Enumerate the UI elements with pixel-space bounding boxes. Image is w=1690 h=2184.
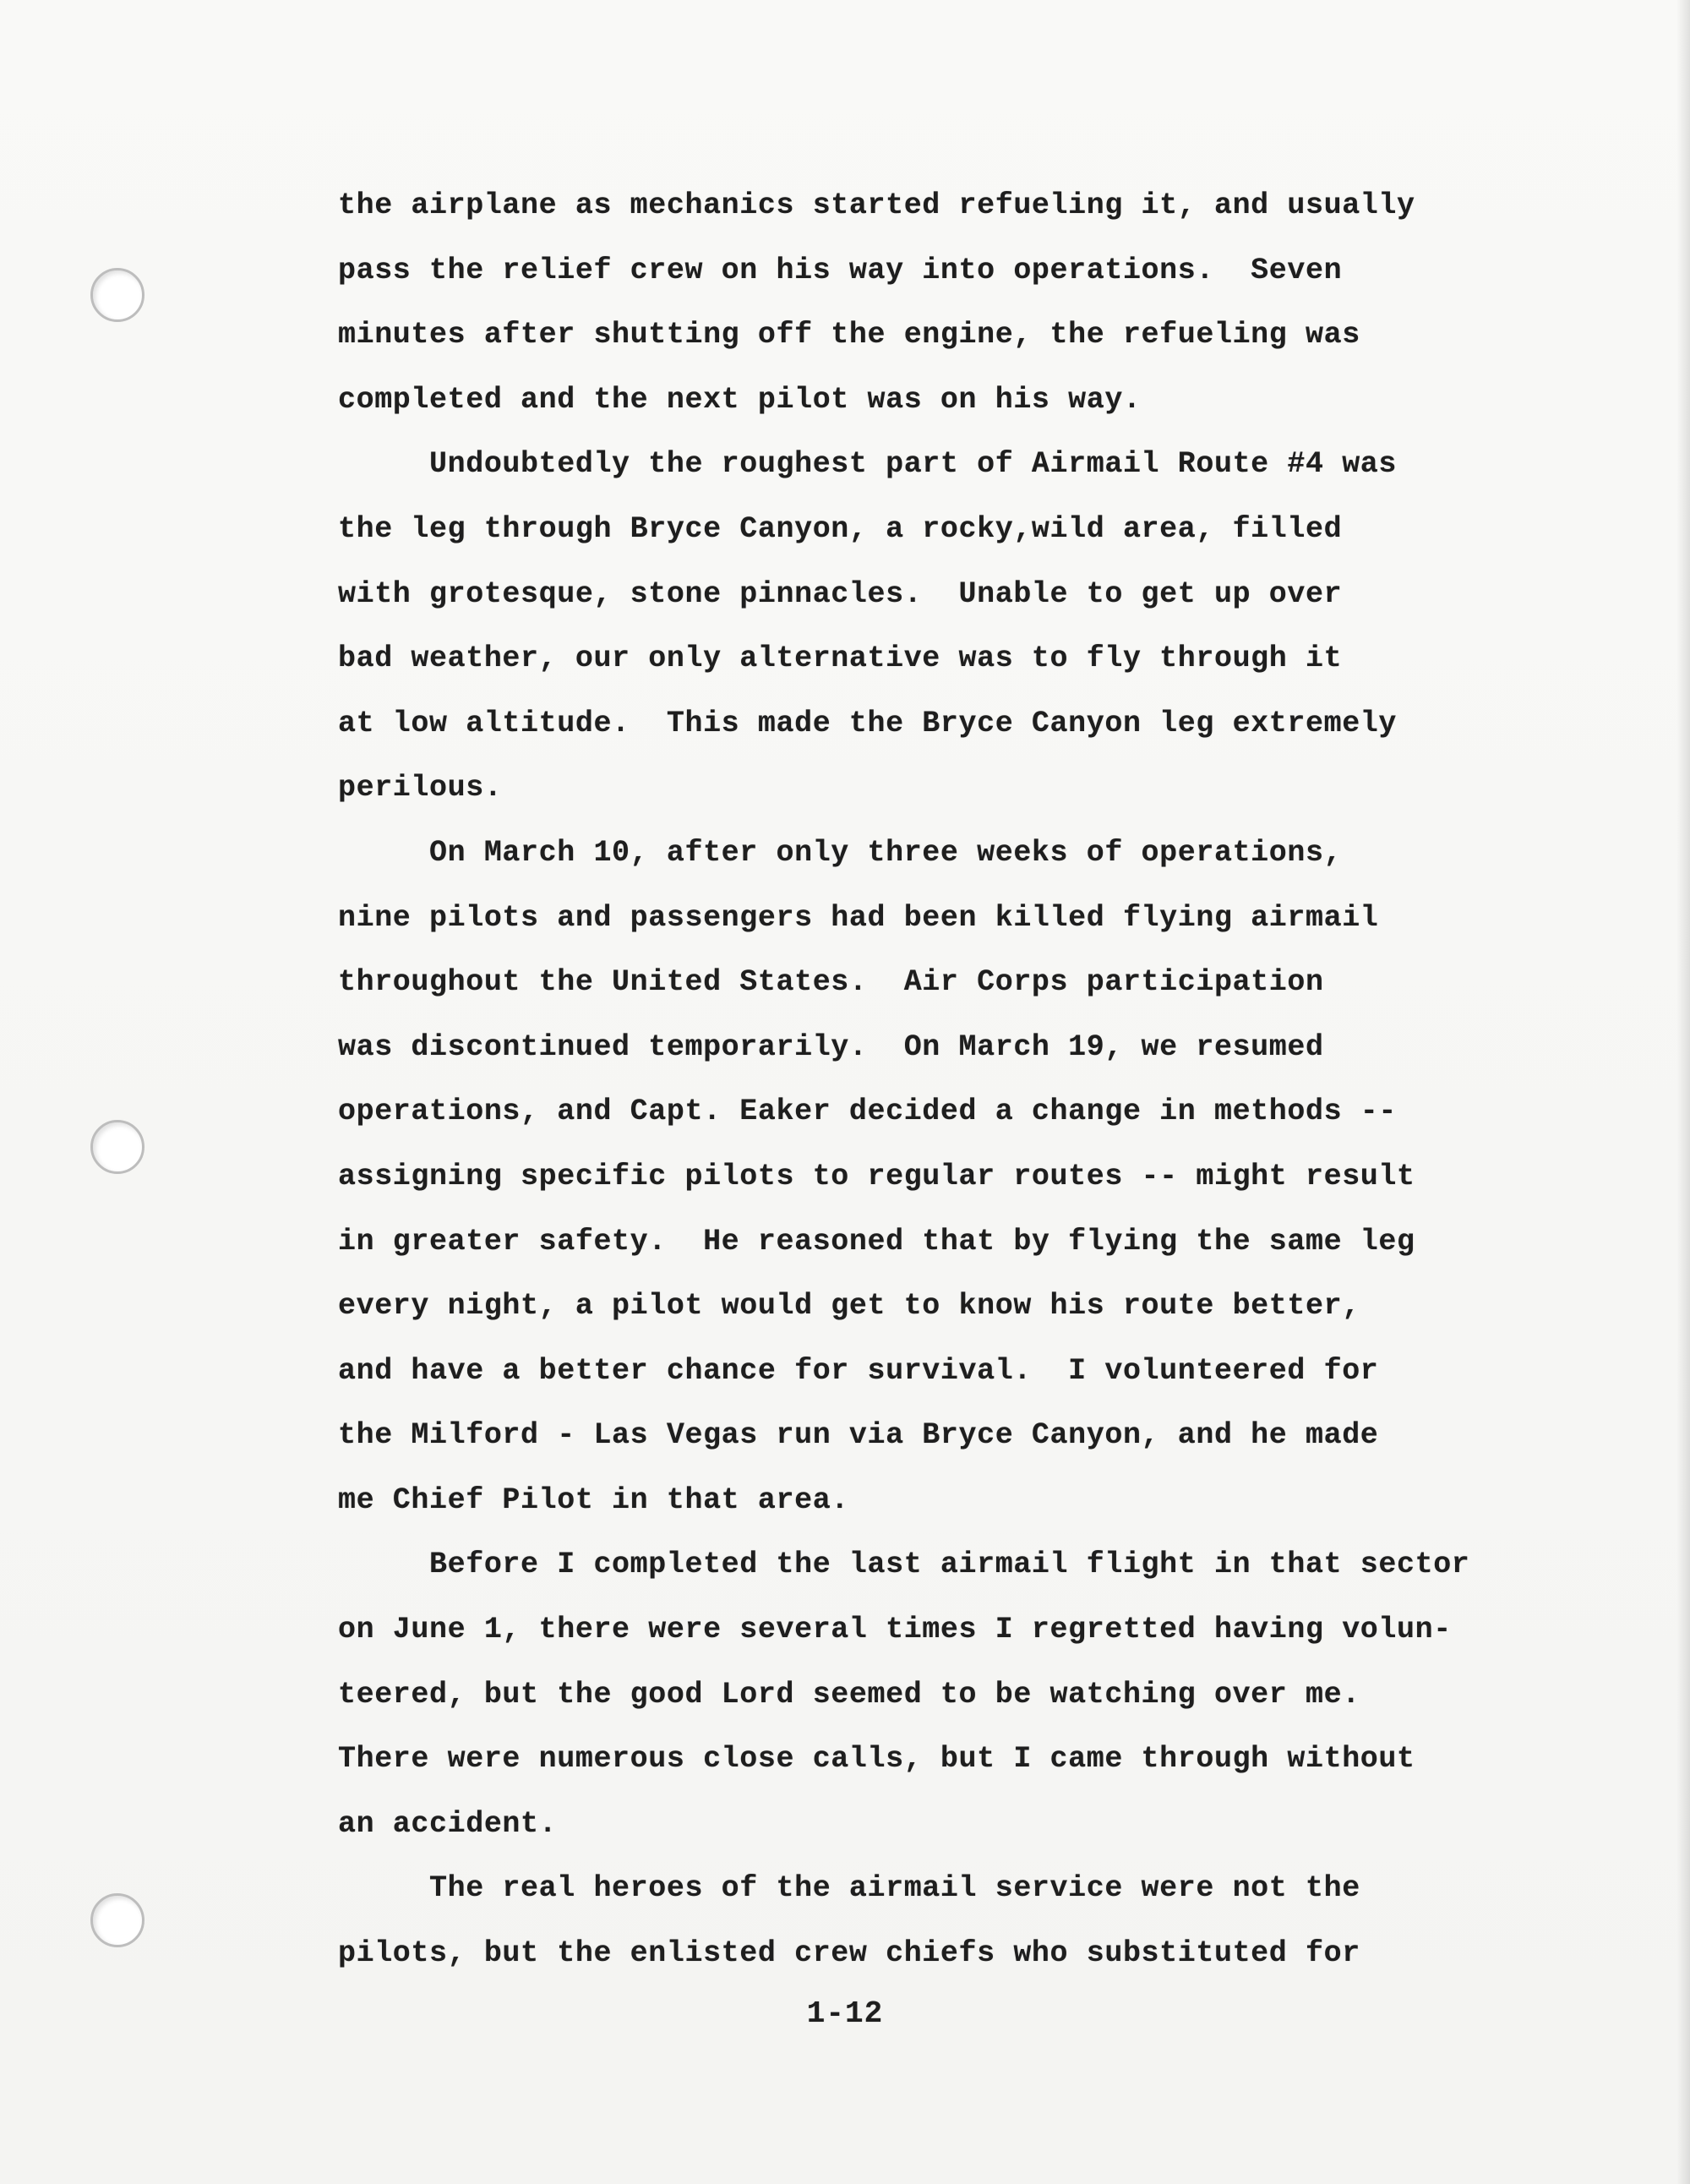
page-edge-shadow (1676, 0, 1690, 2184)
binder-hole-middle (90, 1120, 144, 1174)
text-line: every night, a pilot would get to know his route better, (338, 1289, 1360, 1324)
text-line: assigning specific pilots to regular routes -- might result (338, 1159, 1415, 1193)
text-line: There were numerous close calls, but I came through without (338, 1742, 1415, 1777)
text-line: bad weather, our only alternative was to fly through it (338, 642, 1343, 676)
text-line: On March 10, after only three weeks of operations, (338, 835, 1343, 870)
text-line: The real heroes of the airmail service were not the (338, 1871, 1360, 1906)
body-text (338, 173, 1555, 1986)
text-line: with grotesque, stone pinnacles. Unable to get up over (338, 576, 1343, 611)
binder-hole-top (90, 268, 144, 322)
text-line: nine pilots and passengers had been killed flying airmail (338, 900, 1379, 935)
binder-hole-bottom (90, 1893, 144, 1947)
text-line: an accident. (338, 1806, 558, 1841)
text-line: teered, but the good Lord seemed to be watching over me. (338, 1677, 1360, 1712)
text-line: operations, and Capt. Eaker decided a change in methods -- (338, 1095, 1397, 1129)
text-line: perilous. (338, 771, 503, 805)
text-line: and have a better chance for survival. I volunteered for (338, 1353, 1379, 1388)
text-line: the airplane as mechanics started refueling it, and usually (338, 188, 1415, 222)
page-number: 1-12 (806, 1996, 884, 2031)
text-line: pilots, but the enlisted crew chiefs who substituted for (338, 1936, 1360, 1971)
text-line: the leg through Bryce Canyon, a rocky,wild area, filled (338, 511, 1343, 546)
text-line: pass the relief crew on his way into operations. Seven (338, 253, 1343, 287)
text-line: in greater safety. He reasoned that by flying the same leg (338, 1224, 1415, 1259)
text-line: me Chief Pilot in that area. (338, 1482, 849, 1517)
text-line: at low altitude. This made the Bryce Canyon leg extremely (338, 706, 1397, 740)
text-line: Before I completed the last airmail flight in that sector (338, 1548, 1470, 1582)
text-line: Undoubtedly the roughest part of Airmail Route #4 was (338, 447, 1397, 482)
text-line: minutes after shutting off the engine, the refueling was (338, 318, 1360, 352)
text-line: on June 1, there were several times I regretted having volun- (338, 1613, 1452, 1647)
text-line: completed and the next pilot was on his way. (338, 382, 1142, 417)
text-line: throughout the United States. Air Corps participation (338, 965, 1324, 1000)
text-line: was discontinued temporarily. On March 19, we resumed (338, 1029, 1324, 1064)
text-line: the Milford - Las Vegas run via Bryce Canyon, and he made (338, 1418, 1379, 1453)
